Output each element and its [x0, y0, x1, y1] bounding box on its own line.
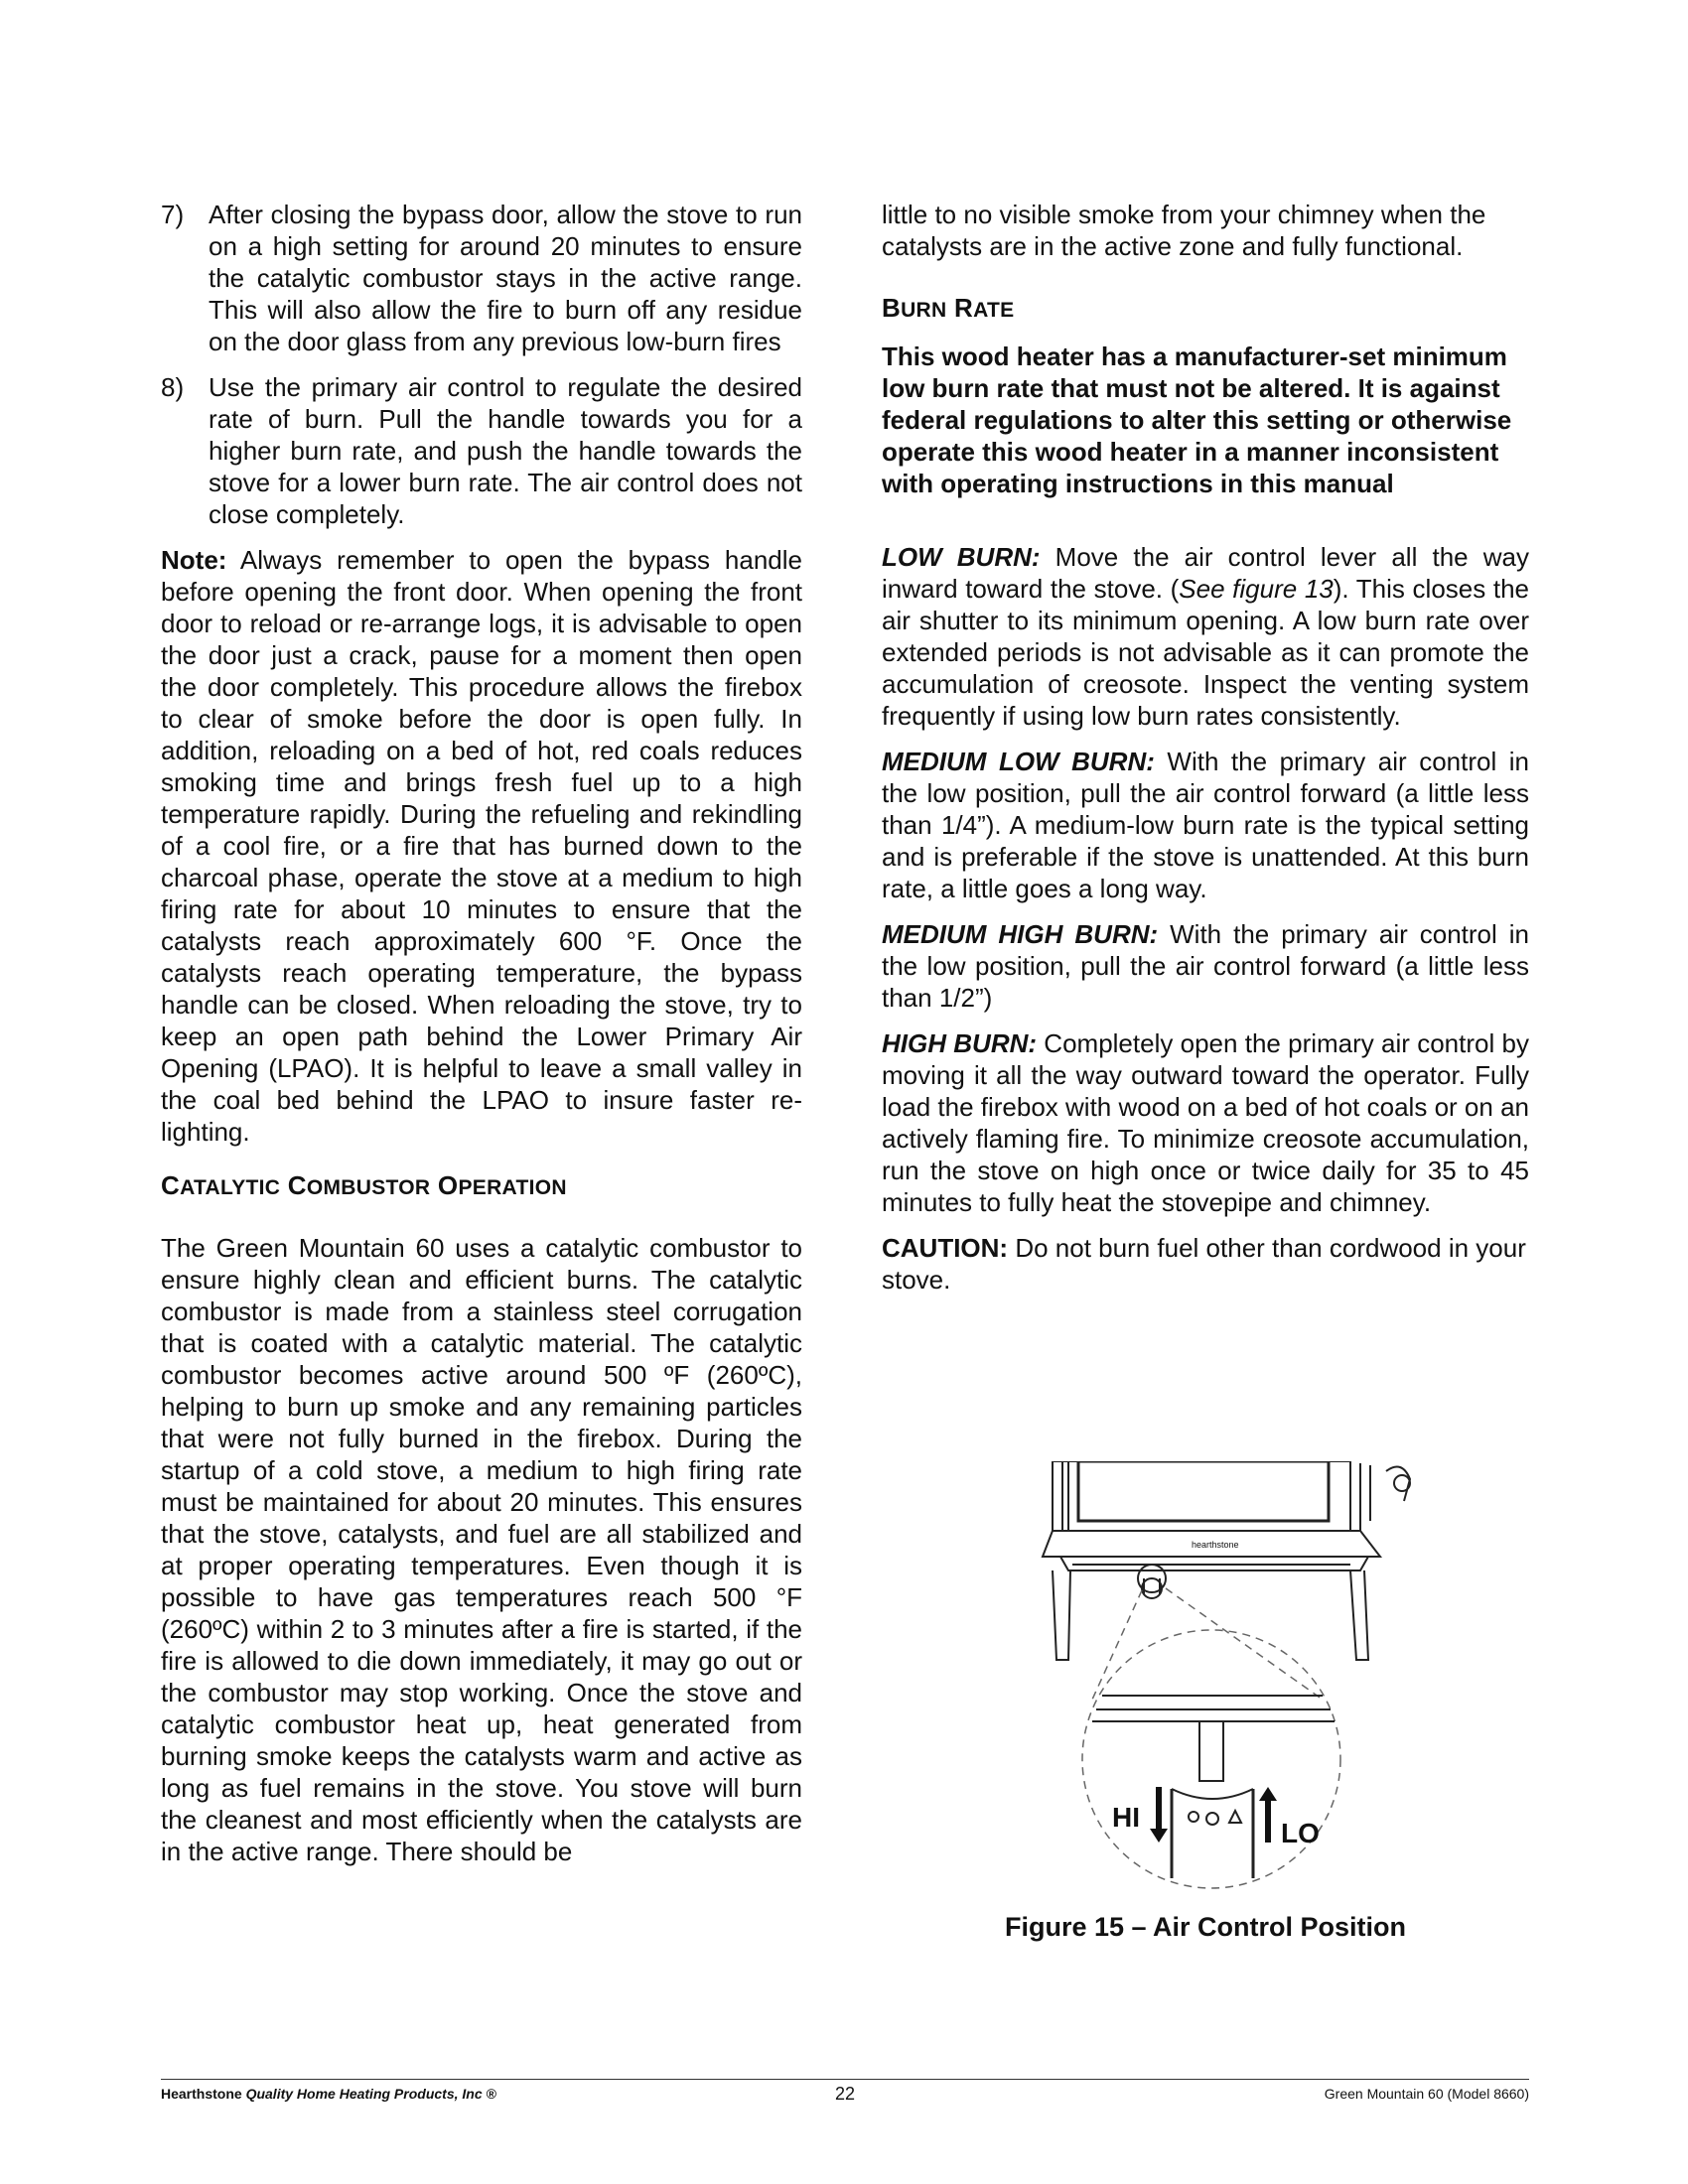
medium-high-text: With the primary air control in the low position, pull the air control forward (a little less than 1/2”)	[882, 919, 1529, 1013]
medium-low-lead: MEDIUM LOW BURN:	[882, 747, 1155, 776]
air-control-figure	[1033, 1461, 1450, 1898]
regulation-warning: This wood heater has a manufacturer-set minimum low burn rate that must not be altered. It is against federal regulations to alter this setting or otherwise operate this wood heater in a manner inconsistent with operating instructions in this manual	[882, 341, 1512, 498]
list-item	[161, 199, 802, 357]
continuation-paragraph: little to no visible smoke from your chimney when the catalysts are in the active zone and fully functional.	[882, 200, 1486, 261]
high-burn-paragraph	[882, 1027, 1529, 1218]
company-name: Hearthstone	[161, 2086, 242, 2102]
list-text: After closing the bypass door, allow the stove to run on a high setting for around 20 minutes to ensure the catalytic combustor stays in the active range. This will also allow the fire to burn off any residue on the door glass from any previous low-burn fires	[209, 200, 802, 356]
caution-lead: CAUTION:	[882, 1233, 1009, 1263]
caution-text: Do not burn fuel other than cordwood in your stove.	[882, 1233, 1526, 1295]
high-burn-text: Completely open the primary air control by moving it all the way outward toward the operator. Fully load the firebox with wood on a bed of hot coals or on an actively flaming fire. To minimize creosote accumulation, run the stove on high once or twice daily for 35 to 45 minutes to fully heat the stovepipe and chimney.	[882, 1028, 1529, 1217]
caution-paragraph	[882, 1232, 1529, 1296]
footer-rule	[161, 2079, 1529, 2080]
medium-low-text: With the primary air control in the low position, pull the air control forward (a little less than 1/4”). A medium-low burn rate is the typical setting and is preferable if the stove is unattended. At this burn rate, a little goes a long way.	[882, 747, 1529, 903]
lo-label: LO	[1281, 1818, 1320, 1848]
figure-reference: See figure 13	[1179, 574, 1334, 604]
company-tagline: Quality Home Heating Products, Inc ®	[245, 2086, 496, 2102]
medium-high-lead: MEDIUM HIGH BURN:	[882, 919, 1159, 949]
stove-illustration	[1033, 1461, 1450, 1898]
low-burn-lead: LOW BURN:	[882, 542, 1041, 572]
page-number: 22	[834, 2084, 856, 2104]
section-heading-burn-rate: BURN RATE	[882, 293, 1015, 323]
note-paragraph	[161, 544, 802, 1148]
high-burn-lead: HIGH BURN:	[882, 1028, 1038, 1058]
list-number: 7)	[161, 200, 185, 229]
left-column	[161, 199, 802, 1881]
note-lead: Note:	[161, 545, 227, 575]
low-burn-text-cont: ). This closes the air shutter to its minimum opening. A low burn rate over extended periods is not advisable as it can promote the accumulation of creosote. Inspect the venting system frequently if using low burn rates consistently.	[882, 574, 1529, 731]
list-item	[161, 371, 802, 530]
medium-low-paragraph	[882, 746, 1529, 904]
list-text: Use the primary air control to regulate the desired rate of burn. Pull the handle towards you for a higher burn rate, and push the handle towards the stove for a lower burn rate. The air control does not close completely.	[209, 372, 802, 529]
section-heading-catalytic: CATALYTIC COMBUSTOR OPERATION	[161, 1170, 567, 1200]
figure-caption: Figure 15 – Air Control Position	[1004, 1912, 1407, 1942]
footer-model: Green Mountain 60 (Model 8660)	[1324, 2086, 1529, 2102]
right-column	[882, 199, 1529, 1309]
low-burn-text: Move the air control lever all the way inward toward the stove. (	[882, 542, 1529, 604]
list-number: 8)	[161, 372, 185, 402]
brand-mark: hearthstone	[1192, 1540, 1239, 1550]
note-text: Always remember to open the bypass handle before opening the front door. When opening the front door to reload or re-arrange logs, it is advisable to open the door just a crack, pause for a moment then open the door completely. This procedure allows the firebox to clear of smoke before the door is open fully. In addition, reloading on a bed of hot, red coals reduces smoking time and brings fresh fuel up to a high temperature rapidly. During the refueling and rekindling of a cool fire, or a fire that has burned down to the charcoal phase, operate the stove at a medium to high firing rate for about 10 minutes to ensure that the catalysts reach approximately 600 °F. Once the catalysts reach operating temperature, the bypass handle can be closed. When reloading the stove, try to keep an open path behind the Lower Primary Air Opening (LPAO). It is helpful to leave a small valley in the coal bed behind the LPAO to insure faster re-lighting.	[161, 545, 802, 1147]
hi-label: HI	[1112, 1802, 1140, 1833]
low-burn-paragraph	[882, 541, 1529, 732]
medium-high-paragraph	[882, 918, 1529, 1014]
catalytic-paragraph: The Green Mountain 60 uses a catalytic combustor to ensure highly clean and efficient burns. The catalytic combustor is made from a stainless steel corrugation that is coated with a catalytic material. The catalytic combustor becomes active around 500 ºF (260ºC), helping to burn up smoke and any remaining particles that were not fully burned in the firebox. During the startup of a cold stove, a medium to high firing rate must be maintained for about 20 minutes. This ensures that the stove, catalysts, and fuel are all stabilized and at proper operating temperatures. Even though it is possible to have gas temperatures reach 500 °F (260ºC) within 2 to 3 minutes after a fire is started, if the fire is allowed to die down immediately, it may go out or the combustor may stop working. Once the stove and catalytic combustor heat up, heat generated from burning smoke keeps the catalysts warm and active as long as fuel remains in the stove. You stove will burn the cleanest and most efficiently when the catalysts are in the active range. There should be	[161, 1233, 802, 1866]
